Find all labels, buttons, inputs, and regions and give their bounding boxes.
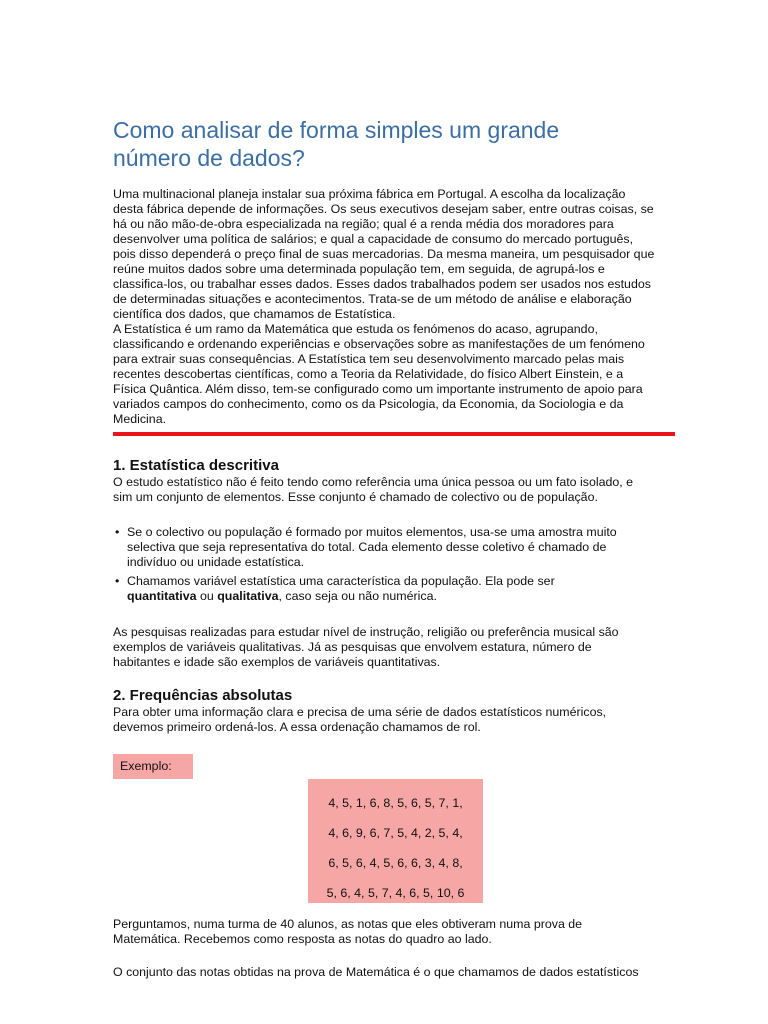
text-line: pois disso dependerá o preço final de suas mercadorias. Da mesma maneira, um pesquisador que [113, 247, 655, 261]
text-line: científica dos dados, que chamamos de Estatística. [113, 307, 396, 321]
text-line: Física Quântica. Além disso, tem-se configurado como um importante instrumento de apoio para [113, 382, 643, 396]
data-table-box [308, 779, 483, 903]
data-row: 4, 6, 9, 6, 7, 5, 4, 2, 5, 4, [328, 826, 463, 840]
bold-term: qualitativa [217, 589, 279, 603]
bullet-icon: • [115, 574, 120, 588]
text-line: classificando e ordenando experiências e observações sobre as manifestações de um fenómeno [113, 337, 645, 351]
text-line: desenvolver uma política de salários; e qual a capacidade de consumo do mercado português, [113, 232, 634, 246]
text-line: selectiva que seja representativa do total. Cada elemento desse coletivo é chamado de [127, 540, 607, 554]
text-line: Perguntamos, numa turma de 40 alunos, as notas que eles obtiveram numa prova de [113, 917, 583, 931]
text-line: O conjunto das notas obtidas na prova de Matemática é o que chamamos de dados estatísticos [113, 965, 639, 979]
text-line: Medicina. [113, 412, 167, 426]
data-row: 6, 5, 6, 4, 5, 6, 6, 3, 4, 8, [328, 856, 463, 870]
section-2-final-paragraph [113, 965, 675, 980]
section-2-paragraph [113, 705, 675, 735]
text-line: Matemática. Recebemos como resposta as notas do quadro ao lado. [113, 932, 492, 946]
text-line: exemplos de variáveis qualitativas. Já as pesquisas que envolvem estatura, número de [113, 640, 592, 654]
section-2-heading: 2. Frequências absolutas [113, 687, 293, 704]
text-line: de determinadas situações e acontecimentos. Trata-se de um método de análise e elaboração [113, 292, 632, 306]
text-fragment: , caso seja ou não numérica. [278, 589, 437, 603]
intro-paragraph [113, 187, 675, 427]
bullet-list [113, 525, 675, 608]
text-line: As pesquisas realizadas para estudar nível de instrução, religião ou preferência musical são [113, 625, 619, 639]
text-line: sim um conjunto de elementos. Esse conjunto é chamado de colectivo ou de população. [113, 490, 598, 504]
red-divider [113, 432, 675, 436]
text-line: Para obter uma informação clara e precisa de uma série de dados estatísticos numéricos, [113, 705, 607, 719]
text-line: A Estatística é um ramo da Matemática que estuda os fenómenos do acaso, agrupando, [113, 322, 598, 336]
list-item [113, 574, 675, 604]
text-line: desta fábrica depende de informações. Os seus executivos desejam saber, entre outras coisas, se [113, 202, 654, 216]
data-row: 4, 5, 1, 6, 8, 5, 6, 5, 7, 1, [328, 796, 463, 810]
text-line: habitantes e idade são exemplos de variáveis quantitativas. [113, 655, 441, 669]
text-line: reúne muitos dados sobre uma determinada população tem, em seguida, de agrupá-los e [113, 262, 605, 276]
bullet-icon: • [115, 525, 120, 539]
list-item [113, 525, 675, 570]
page-title: Como analisar de forma simples um grande número de dados? [113, 117, 560, 171]
text-line: indivíduo ou unidade estatística. [127, 555, 305, 569]
text-line: O estudo estatístico não é feito tendo como referência uma única pessoa ou um fato isolado, e [113, 475, 634, 489]
section-1-heading: 1. Estatística descritiva [113, 457, 279, 474]
section-1-paragraph [113, 475, 675, 505]
data-row: 5, 6, 4, 5, 7, 4, 6, 5, 10, 6 [326, 886, 465, 900]
example-label: Exemplo: [113, 754, 193, 779]
bold-term: quantitativa [127, 589, 197, 603]
text-line: recentes descobertas científicas, como a Teoria da Relatividade, do físico Albert Einstein, e a [113, 367, 624, 381]
text-line: Chamamos variável estatística uma característica da população. Ela pode ser [127, 574, 555, 588]
text-fragment: ou [196, 589, 218, 603]
text-line: classifica-los, ou trabalhar esses dados. Esses dados trabalhados podem ser usados nos estudos [113, 277, 651, 291]
text-line: Se o colectivo ou população é formado por muitos elementos, usa-se uma amostra muito [127, 525, 617, 539]
section-2-after-paragraph [113, 917, 675, 947]
text-line: Uma multinacional planeja instalar sua próxima fábrica em Portugal. A escolha da localização [113, 187, 626, 201]
text-line [127, 589, 675, 604]
text-line: há ou não mão-de-obra especializada na região; qual é a renda média dos moradores para [113, 217, 614, 231]
text-line: variados campos do conhecimento, como os da Psicologia, da Economia, da Sociologia e da [113, 397, 624, 411]
section-1-closing-paragraph [113, 625, 675, 670]
text-line: para extrair suas consequências. A Estatística tem seu desenvolvimento marcado pelas mais [113, 352, 625, 366]
text-line: devemos primeiro ordená-los. A essa ordenação chamamos de rol. [113, 720, 481, 734]
